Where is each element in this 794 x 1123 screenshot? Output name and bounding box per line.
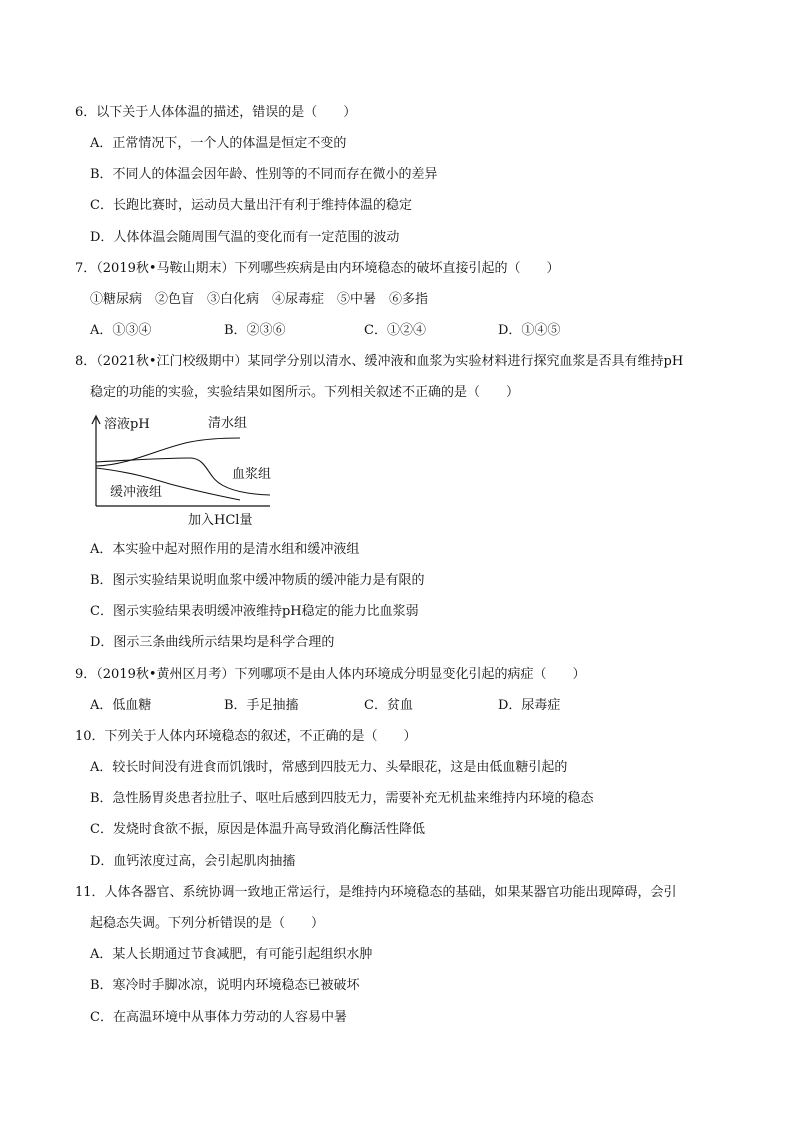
q7-option-a: A．①③④: [90, 323, 152, 338]
q11-option-c: C．在高温环境中从事体力劳动的人容易中暑: [90, 1010, 347, 1025]
q7-option-b: B．②③⑥: [224, 323, 286, 338]
q7-option-c: C．①②④: [364, 323, 426, 338]
q10-option-d: D．血钙浓度过高，会引起肌肉抽搐: [90, 854, 296, 869]
q8-option-a: A．本实验中起对照作用的是清水组和缓冲液组: [90, 542, 360, 557]
question-8-stem: 8．（2021秋•江门校级期中）某同学分别以清水、缓冲液和血浆为实验材料进行探究血浆是否具有维持pH: [75, 354, 684, 369]
x-axis-label: 加入HCl量: [188, 513, 253, 528]
q11-option-a: A．某人长期通过节食减肥，有可能引起组织水肿: [90, 947, 373, 962]
q6-option-d: D．人体体温会随周围气温的变化而有一定范围的波动: [90, 230, 400, 245]
legend-buffer: 缓冲液组: [110, 485, 163, 500]
y-axis-label: 溶液pH: [104, 417, 150, 432]
q8-option-d: D．图示三条曲线所示结果均是科学合理的: [90, 635, 335, 650]
q11-option-b: B．寒冷时手脚冰凉，说明内环境稳态已被破坏: [90, 978, 360, 993]
ph-line-chart: [90, 410, 290, 528]
q8-option-c: C．图示实验结果表明缓冲液维持pH稳定的能力比血浆弱: [90, 604, 419, 619]
series-line-water: [96, 438, 240, 466]
q10-option-a: A．较长时间没有进食而饥饿时，常感到四肢无力、头晕眼花，这是由低血糖引起的: [90, 760, 568, 775]
q8-option-b: B．图示实验结果说明血浆中缓冲物质的缓冲能力是有限的: [90, 573, 425, 588]
q7-option-d: D．①④⑤: [498, 323, 561, 338]
question-7-stem: 7．（2019秋•马鞍山期末）下列哪些疾病是由内环境稳态的破坏直接引起的（ ）: [75, 261, 560, 276]
question-10-stem: 10．下列关于人体内环境稳态的叙述，不正确的是（ ）: [75, 729, 417, 744]
legend-plasma: 血浆组: [232, 467, 272, 482]
question-6-stem: 6．以下关于人体体温的描述，错误的是（ ）: [75, 105, 357, 120]
question-11-stem-continued: 起稳态失调。下列分析错误的是（ ）: [90, 916, 325, 931]
q7-options: [0, 322, 794, 340]
q9-option-a: A．低血糖: [90, 698, 152, 713]
question-8-stem-continued: 稳定的功能的实验，实验结果如图所示。下列相关叙述不正确的是（ ）: [90, 385, 520, 400]
ph-chart-svg: [90, 410, 290, 528]
q9-option-d: D．尿毒症: [498, 698, 561, 713]
legend-water: 清水组: [208, 416, 248, 431]
q6-option-a: A．正常情况下，一个人的体温是恒定不变的: [90, 136, 347, 151]
q9-option-c: C．贫血: [364, 698, 413, 713]
question-11-stem: 11．人体各器官、系统协调一致地正常运行，是维持内环境稳态的基础，如果某器官功能出现障碍，会引: [75, 885, 677, 900]
q9-option-b: B．手足抽搐: [224, 698, 299, 713]
q10-option-c: C．发烧时食欲不振，原因是体温升高导致消化酶活性降低: [90, 822, 425, 837]
q6-option-b: B．不同人的体温会因年龄、性别等的不同而存在微小的差异: [90, 167, 438, 182]
q10-option-b: B．急性肠胃炎患者拉肚子、呕吐后感到四肢无力，需要补充无机盐来维持内环境的稳态: [90, 791, 594, 806]
question-9-stem: 9．（2019秋•黄州区月考）下列哪项不是由人体内环境成分明显变化引起的病症（ ）: [75, 667, 586, 682]
q6-option-c: C．长跑比赛时，运动员大量出汗有利于维持体温的稳定: [90, 198, 412, 213]
q9-options: [0, 697, 794, 715]
q7-item-list: ①糖尿病 ②色盲 ③白化病 ④尿毒症 ⑤中暑 ⑥多指: [90, 292, 429, 307]
